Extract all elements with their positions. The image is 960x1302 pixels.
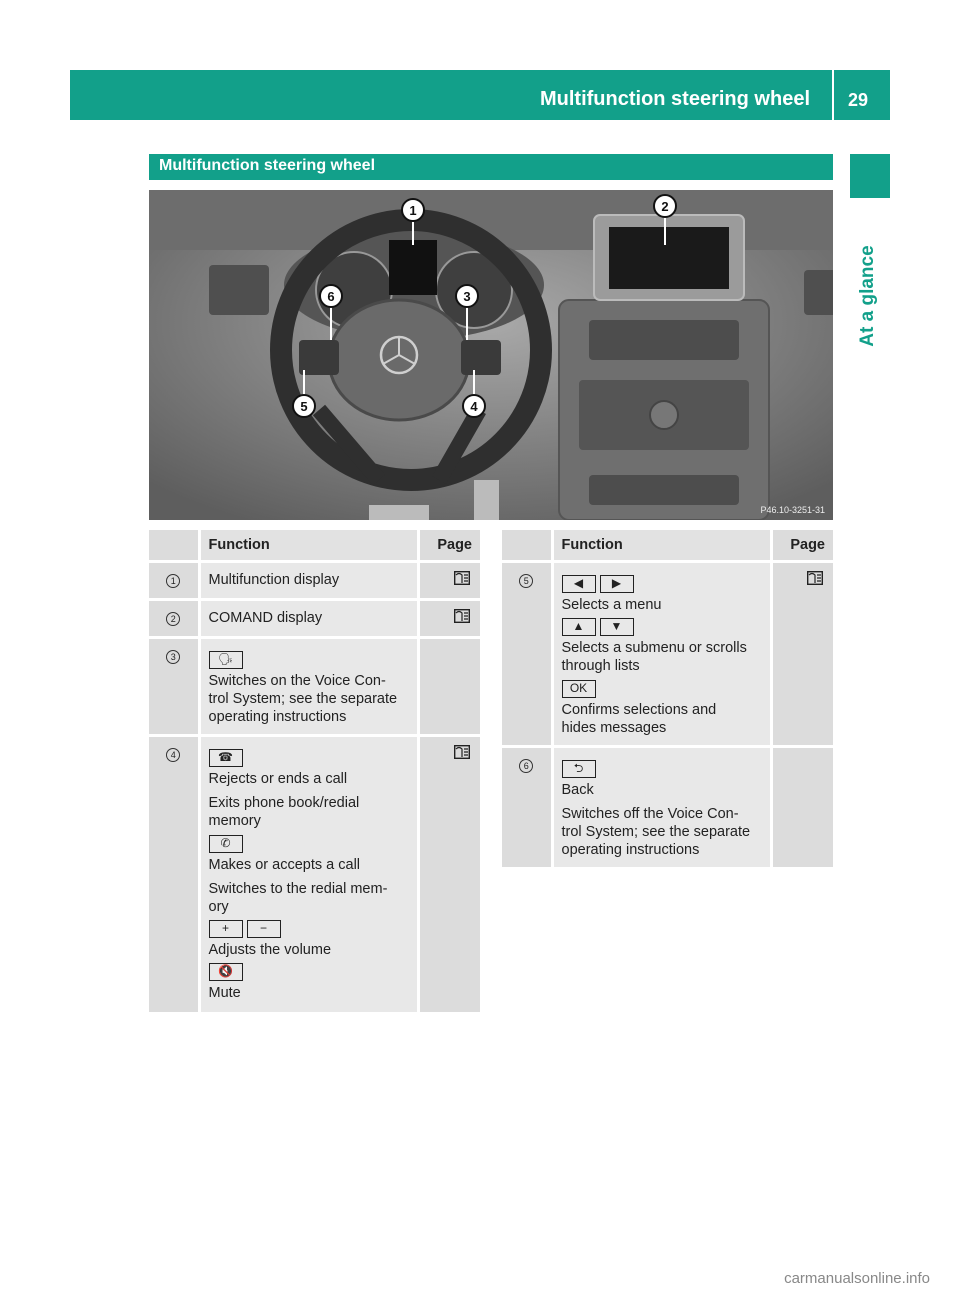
item-number: 3 — [166, 650, 180, 664]
header-title: Multifunction steering wheel — [539, 88, 810, 110]
page-reference-icon — [454, 609, 470, 623]
right-arrow-key-icon: ▶ — [600, 575, 634, 593]
comand-display — [609, 227, 729, 289]
table-row — [149, 638, 480, 736]
chapter-label-text: At a glance — [857, 245, 878, 347]
column-function: Function — [199, 530, 418, 562]
function-cell: COMAND display — [199, 600, 418, 638]
callout-2-label: 2 — [661, 199, 669, 214]
section-title: Multifunction steering wheel — [149, 154, 833, 180]
chapter-tab — [850, 154, 890, 198]
callout-2 — [654, 195, 676, 217]
callout-5 — [293, 395, 315, 417]
item-number: 2 — [166, 612, 180, 626]
item-number: 4 — [166, 748, 180, 762]
page-reference-icon — [454, 745, 470, 759]
volume-up-key-icon: + — [209, 920, 243, 938]
back-key-icon: ⮌ — [562, 760, 596, 778]
callout-6-label: 6 — [327, 289, 335, 304]
mute-key-icon: 🔇 — [209, 963, 243, 981]
function-table-right — [502, 530, 833, 870]
page-reference-icon — [454, 571, 470, 585]
ok-key-icon: OK — [562, 680, 596, 698]
voice-control-key-icon: 🗣 — [209, 651, 243, 669]
table-row — [149, 600, 480, 638]
callout-5-label: 5 — [300, 399, 308, 414]
page-header-bar — [70, 70, 890, 120]
column-function: Function — [552, 530, 771, 562]
function-table-left — [149, 530, 480, 1015]
cockpit-illustration — [149, 190, 833, 520]
callout-4-label: 4 — [470, 399, 478, 414]
column-page: Page — [771, 530, 833, 562]
volume-down-key-icon: − — [247, 920, 281, 938]
right-button-pad — [461, 340, 501, 375]
watermark: carmanualsonline.info — [784, 1270, 930, 1287]
column-page: Page — [418, 530, 480, 562]
up-arrow-key-icon: ▲ — [562, 618, 596, 636]
table-row — [149, 736, 480, 1014]
item-number: 5 — [519, 574, 533, 588]
table-row — [502, 562, 833, 747]
page-reference-icon — [807, 571, 823, 585]
callout-4 — [463, 395, 485, 417]
page-number: 29 — [847, 90, 868, 110]
callout-3 — [456, 285, 478, 307]
end-call-key-icon: ☎ — [209, 749, 243, 767]
function-cell: ◀ ▶ Selects a menu ▲ ▼ Selects a submenu or scrolls through lists OK Confirms selections and hides messages — [552, 562, 771, 747]
left-button-pad — [299, 340, 339, 375]
header-separator — [832, 70, 834, 120]
steering-wheel-photo — [149, 190, 833, 520]
function-cell: ⮌ Back Switches off the Voice Con- trol System; see the separate operating instructions — [552, 746, 771, 868]
chapter-label — [838, 236, 898, 356]
callout-1-label: 1 — [409, 203, 417, 218]
table-row — [502, 746, 833, 868]
photo-code: P46.10-3251-31 — [760, 505, 825, 515]
callout-3-label: 3 — [463, 289, 471, 304]
air-vent-left — [209, 265, 269, 315]
function-cell: Multifunction display — [199, 562, 418, 600]
accept-call-key-icon: ✆ — [209, 835, 243, 853]
multifunction-display — [389, 240, 437, 295]
item-number: 1 — [166, 574, 180, 588]
left-arrow-key-icon: ◀ — [562, 575, 596, 593]
item-number: 6 — [519, 759, 533, 773]
function-cell: 🗣 Switches on the Voice Con- trol System; see the separate operating instructions — [199, 638, 418, 736]
callout-1 — [402, 199, 424, 221]
table-row — [149, 562, 480, 600]
function-cell: ☎ Rejects or ends a call Exits phone book/redial memory ✆ Makes or accepts a call Switches to the redial mem- ory + − Adjusts the volume 🔇 Mute — [199, 736, 418, 1014]
down-arrow-key-icon: ▼ — [600, 618, 634, 636]
callout-6 — [320, 285, 342, 307]
